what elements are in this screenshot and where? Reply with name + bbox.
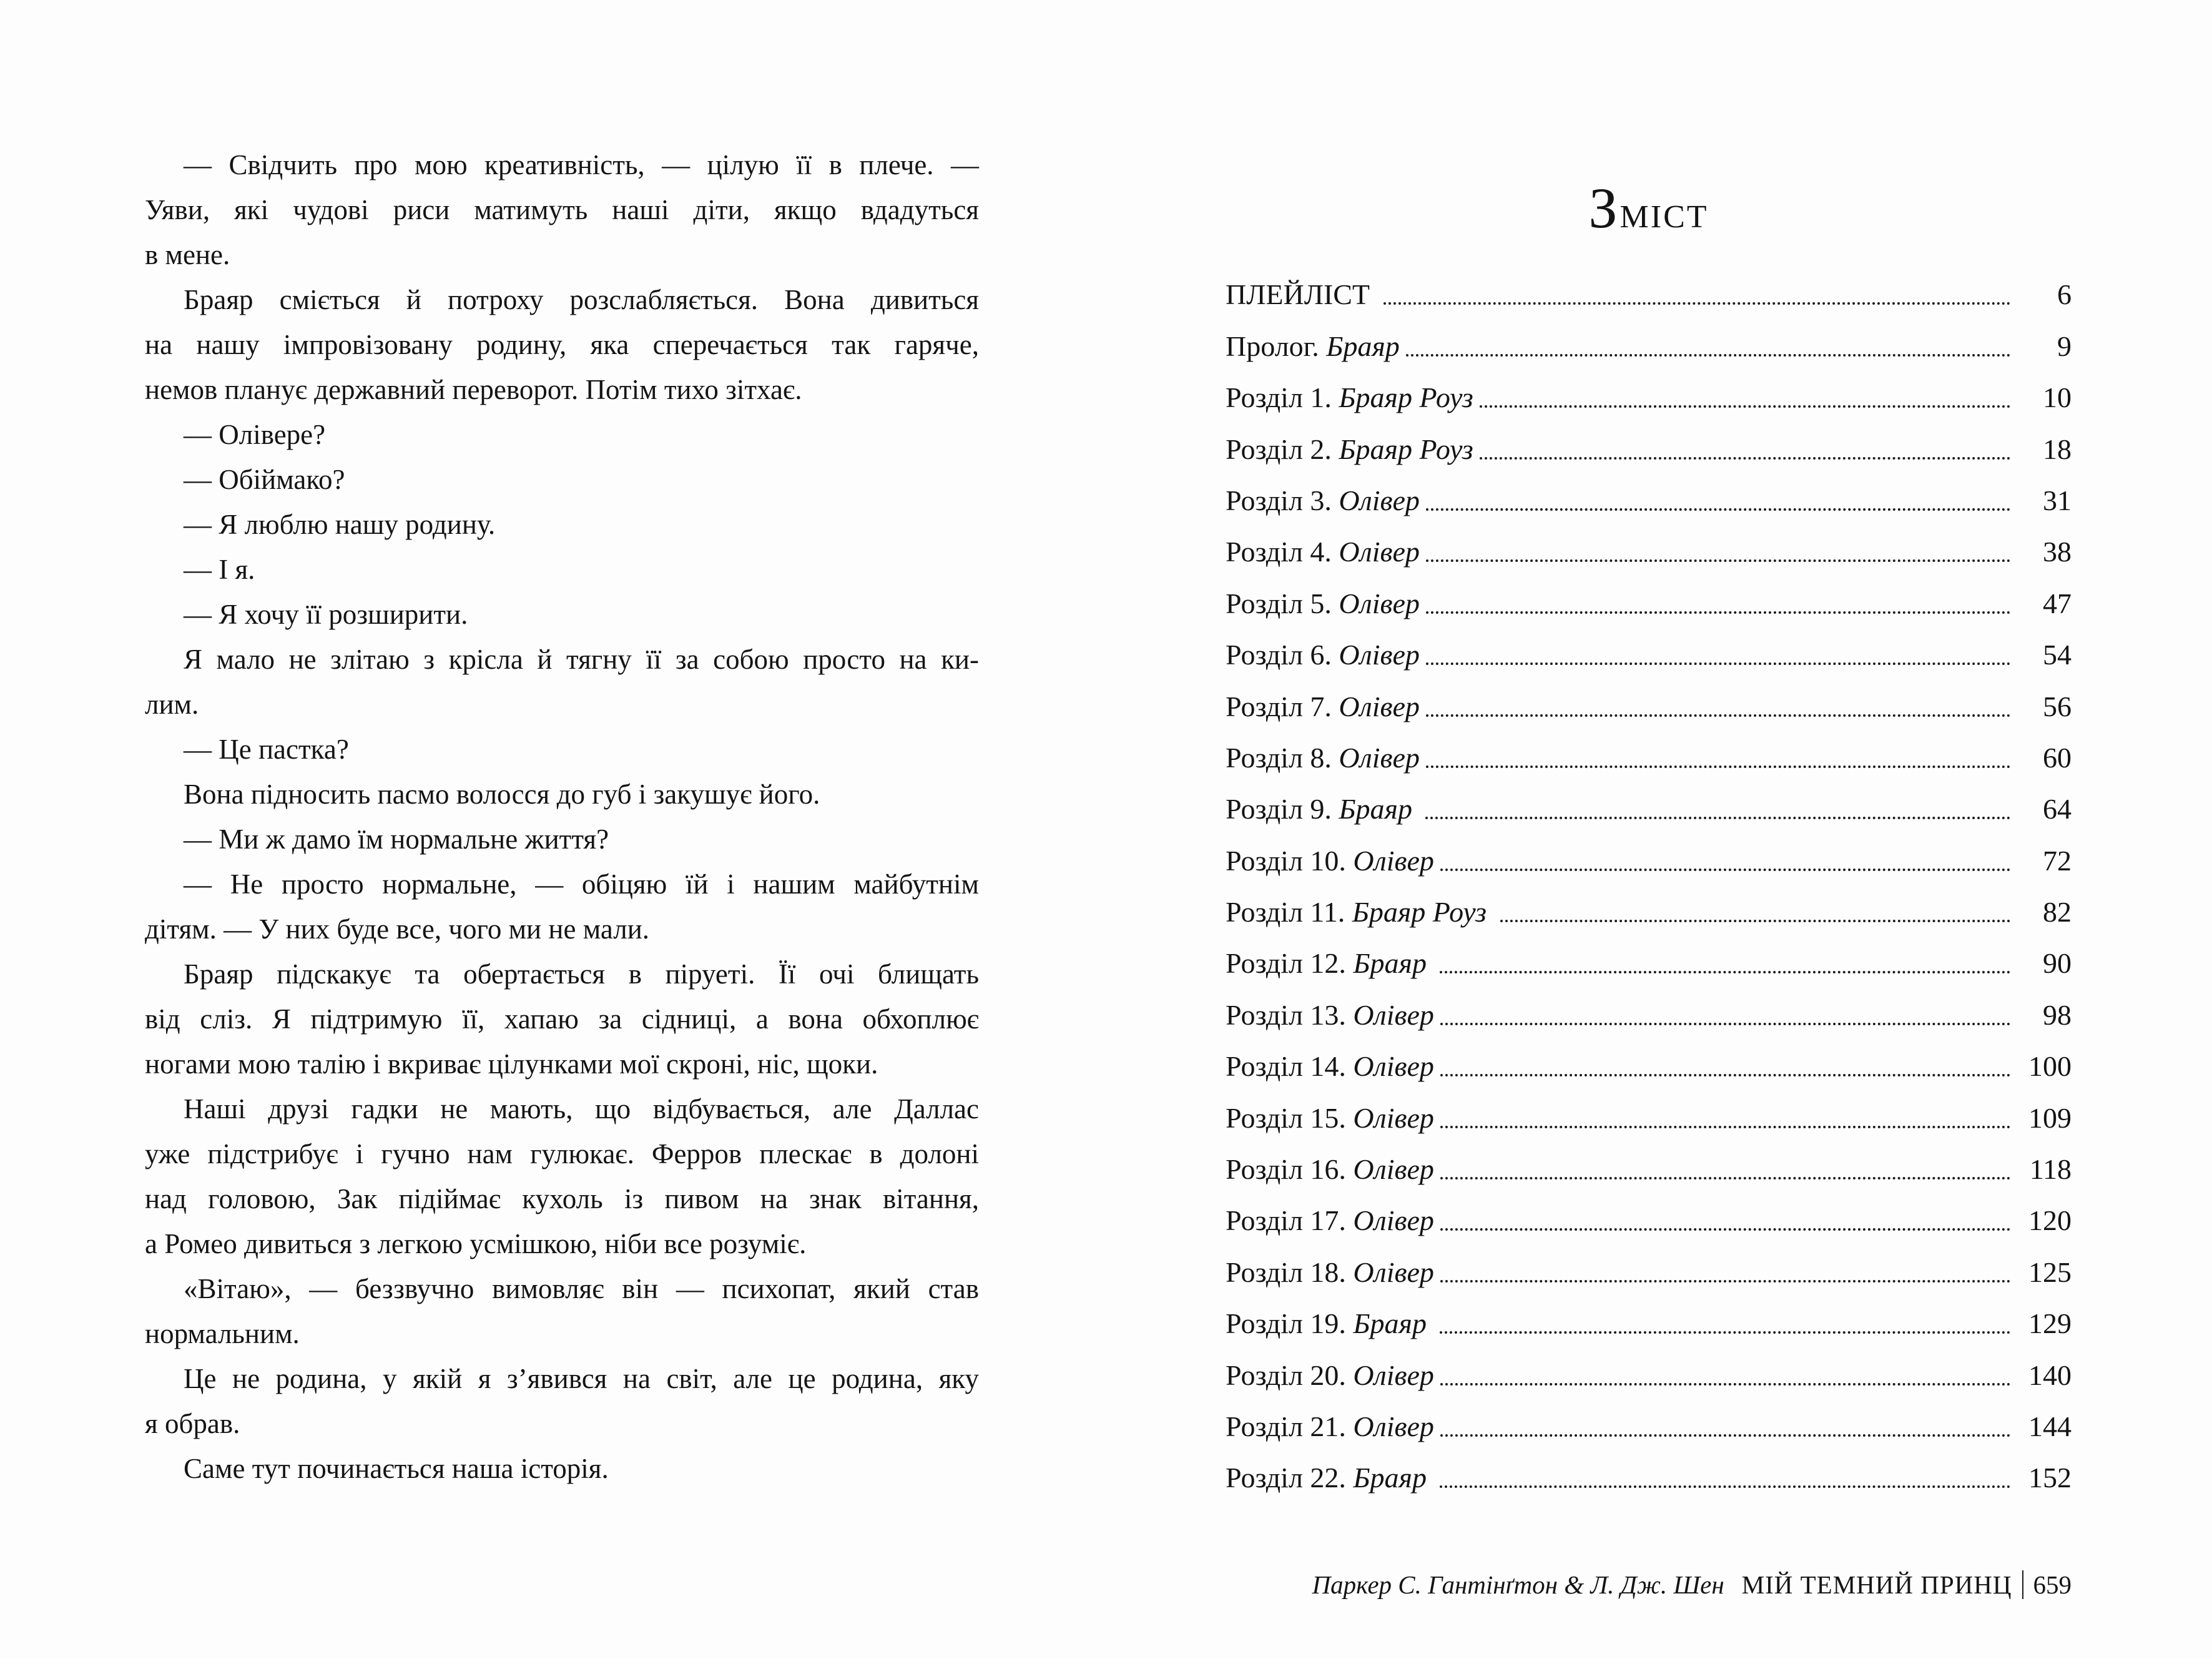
text-line: лим.	[145, 689, 199, 720]
text-line: Це не родина, у якій я з’явився на світ, але це родина, яку	[184, 1363, 979, 1394]
toc-entry-page-number: 64	[2043, 793, 2072, 825]
toc-entry	[1226, 1445, 2072, 1497]
toc-entry-chapter-name: Олівер	[1339, 741, 1420, 774]
text-line: Браяр підскакує та обертається в піруеті. Її очі блищать	[184, 958, 979, 990]
text-line: Вона підносить пасмо волосся до губ і закушує його.	[184, 779, 820, 810]
toc-entry	[1226, 674, 2072, 725]
footer-authors: Паркер С. Гантінґтон & Л. Дж. Шен	[1312, 1570, 1724, 1599]
left-page-text	[145, 142, 979, 1491]
text-line: Саме тут починається наша історія.	[184, 1453, 609, 1484]
toc-entry	[1226, 726, 2072, 777]
toc-dot-leader	[1440, 1485, 2010, 1488]
toc-dot-leader	[1425, 817, 2010, 819]
toc-entry-page-number: 47	[2043, 587, 2072, 619]
toc-entry-label: Розділ 12.	[1226, 947, 1354, 980]
toc-entry-label: Розділ 18.	[1226, 1256, 1354, 1288]
text-line: я обрав.	[145, 1408, 240, 1439]
toc-title: ЗМІСТ	[1588, 176, 1709, 240]
toc-entry-label: Розділ 9.	[1226, 793, 1339, 825]
toc-entry	[1226, 519, 2072, 571]
toc-entry-chapter-name: Олівер	[1339, 587, 1420, 619]
toc-dot-leader	[1440, 869, 2010, 871]
toc-entry-label: Розділ 3.	[1226, 484, 1339, 516]
toc-entry-label: Розділ 14.	[1226, 1050, 1354, 1083]
toc-dot-leader	[1440, 1023, 2010, 1025]
toc-entry-page-number: 18	[2043, 433, 2072, 465]
toc-dot-leader	[1384, 302, 2010, 305]
toc-entry-chapter-name: Олівер	[1339, 536, 1420, 568]
toc-entry-chapter-name: Олівер	[1353, 1153, 1434, 1186]
footer-divider-rule	[2022, 1570, 2023, 1599]
toc-entry-page-number: 125	[2028, 1256, 2072, 1288]
toc-entry-page-number: 129	[2028, 1307, 2072, 1340]
text-line: в мене.	[145, 239, 230, 270]
toc-entry	[1226, 1239, 2072, 1291]
toc-entry	[1226, 571, 2072, 622]
toc-entry-page-number: 120	[2028, 1204, 2072, 1237]
toc-entry-page-number: 6	[2057, 278, 2072, 311]
text-line: — Олівере?	[184, 419, 326, 450]
toc-dot-leader	[1406, 354, 2010, 357]
toc-entry-page-number: 152	[2028, 1462, 2072, 1494]
toc-entry-page-number: 10	[2043, 382, 2072, 414]
toc-dot-leader	[1426, 714, 2010, 717]
toc-entry-page-number: 118	[2029, 1153, 2072, 1186]
toc-entry-label: Розділ 1.	[1226, 382, 1339, 414]
text-line: Уяви, які чудові риси матимуть наші діти, якщо вдадуться	[145, 194, 979, 225]
toc-entry-chapter-name: Олівер	[1353, 1050, 1434, 1083]
toc-dot-leader	[1426, 559, 2010, 562]
toc-entry-label: Розділ 13.	[1226, 998, 1354, 1031]
toc-dot-leader	[1426, 662, 2010, 665]
toc-entry-page-number: 109	[2028, 1101, 2072, 1134]
text-line: — І я.	[184, 554, 255, 585]
toc-entry-label: Розділ 21.	[1226, 1410, 1354, 1442]
page-footer	[1312, 1568, 2072, 1601]
toc-entry-chapter-name: Олівер	[1339, 690, 1420, 722]
toc-entry-page-number: 140	[2028, 1359, 2072, 1391]
toc-dot-leader	[1500, 920, 2010, 922]
text-line: а Ромео дивиться з легкою усмішкою, ніби все розуміє.	[145, 1228, 807, 1259]
text-line: від сліз. Я підтримую її, хапаю за сідниці, а вона обхоплює	[145, 1003, 979, 1035]
toc-dot-leader	[1440, 1331, 2010, 1334]
toc-dot-leader	[1440, 1177, 2010, 1179]
toc-entry-label: Розділ 10.	[1226, 844, 1354, 877]
toc-entry	[1226, 828, 2072, 879]
toc-list	[1226, 262, 2072, 1497]
toc-entry	[1226, 313, 2072, 365]
toc-entry	[1226, 1085, 2072, 1136]
toc-entry-chapter-name: Олівер	[1353, 1359, 1434, 1391]
toc-dot-leader	[1480, 457, 2010, 460]
toc-entry	[1226, 1034, 2072, 1085]
toc-entry-chapter-name: Браяр	[1353, 1462, 1434, 1494]
toc-entry	[1226, 1291, 2072, 1342]
toc-entry	[1226, 416, 2072, 468]
toc-dot-leader	[1440, 1228, 2010, 1231]
toc-entry-page-number: 56	[2043, 690, 2072, 722]
text-line: — Не просто нормальне, — обіцяю їй і нашим майбутнім	[184, 869, 979, 900]
text-line: — Обіймако?	[184, 464, 345, 495]
toc-entry-page-number: 72	[2043, 844, 2072, 877]
toc-entry-label: Розділ 2.	[1226, 433, 1339, 465]
text-line: дітям. — У них буде все, чого ми не мали.	[145, 913, 650, 945]
toc-entry-label: Розділ 8.	[1226, 741, 1339, 774]
toc-entry-label: Пролог.	[1226, 330, 1327, 362]
text-line: немов планує державний переворот. Потім тихо зітхає.	[145, 374, 802, 405]
toc-entry-chapter-name: Браяр Роуз	[1352, 896, 1494, 928]
toc-entry	[1226, 468, 2072, 519]
toc-entry-chapter-name: Олівер	[1353, 1204, 1434, 1237]
toc-dot-leader	[1440, 1434, 2010, 1437]
toc-entry-page-number: 38	[2043, 536, 2072, 568]
toc-entry-chapter-name: Олівер	[1353, 1410, 1434, 1442]
toc-entry-chapter-name: Браяр Роуз	[1339, 382, 1473, 414]
toc-entry-chapter-name: Браяр Роуз	[1339, 433, 1473, 465]
toc-entry-page-number: 54	[2043, 639, 2072, 671]
toc-entry-page-number: 82	[2043, 896, 2072, 928]
toc-entry-chapter-name: Олівер	[1353, 998, 1434, 1031]
toc-dot-leader	[1440, 1074, 2010, 1076]
toc-entry-chapter-name: Браяр	[1326, 330, 1400, 362]
toc-dot-leader	[1426, 508, 2010, 511]
text-line: — Ми ж дамо їм нормальне життя?	[184, 824, 609, 855]
toc-dot-leader	[1440, 971, 2010, 973]
toc-entry	[1226, 1342, 2072, 1394]
toc-dot-leader	[1480, 405, 2010, 408]
text-line: «Вітаю», — беззвучно вимовляє він — психопат, який став	[184, 1273, 979, 1304]
toc-entry	[1226, 623, 2072, 674]
text-line: уже підстрибує і гучно нам гулюкає. Ферров плескає в долоні	[145, 1138, 979, 1169]
toc-dot-leader	[1426, 766, 2010, 768]
footer-page-number: 659	[2033, 1570, 2072, 1599]
toc-dot-leader	[1426, 611, 2010, 614]
toc-entry-chapter-name: Олівер	[1339, 639, 1420, 671]
toc-entry-label: Розділ 16.	[1226, 1153, 1354, 1186]
toc-entry-label: Розділ 11.	[1226, 896, 1352, 928]
text-line: Браяр сміється й потроху розслабляється. Вона дивиться	[184, 284, 979, 315]
toc-entry	[1226, 1394, 2072, 1445]
toc-entry-page-number: 144	[2028, 1410, 2072, 1442]
toc-entry	[1226, 880, 2072, 931]
text-line: — Свідчить про мою креативність, — цілую її в плече. —	[184, 149, 979, 180]
toc-entry-chapter-name: Олівер	[1353, 1101, 1434, 1134]
toc-entry	[1226, 1188, 2072, 1239]
toc-entry-label: Розділ 4.	[1226, 536, 1339, 568]
toc-entry-page-number: 98	[2043, 998, 2072, 1031]
toc-entry-label: Розділ 7.	[1226, 690, 1339, 722]
text-line: на нашу імпровізовану родину, яка сперечається так гаряче,	[145, 329, 979, 360]
toc-entry-label: Розділ 19.	[1226, 1307, 1354, 1340]
toc-entry-chapter-name: Олівер	[1353, 844, 1434, 877]
toc-entry	[1226, 777, 2072, 828]
toc-entry-label: Розділ 15.	[1226, 1101, 1354, 1134]
footer-book-title: МІЙ ТЕМНИЙ ПРИНЦ	[1741, 1570, 2012, 1599]
toc-entry-page-number: 90	[2043, 947, 2072, 980]
toc-entry-chapter-name: Олівер	[1339, 484, 1420, 516]
toc-entry-chapter-name: Браяр	[1353, 1307, 1434, 1340]
toc-entry-chapter-name: Олівер	[1353, 1256, 1434, 1288]
toc-entry-label: ПЛЕЙЛІСТ	[1226, 278, 1377, 311]
toc-entry-chapter-name: Браяр	[1339, 793, 1420, 825]
text-line: Я мало не злітаю з крісла й тягну її за собою просто на ки-	[184, 644, 979, 675]
text-line: Наші друзі гадки не мають, що відбувається, але Даллас	[184, 1093, 979, 1125]
toc-entry-page-number: 60	[2043, 741, 2072, 774]
toc-entry	[1226, 1137, 2072, 1188]
text-line: нормальним.	[145, 1318, 300, 1349]
toc-dot-leader	[1440, 1280, 2010, 1282]
text-line: — Я люблю нашу родину.	[184, 509, 496, 540]
toc-entry-page-number: 9	[2057, 330, 2072, 362]
toc-dot-leader	[1440, 1126, 2010, 1128]
toc-entry	[1226, 365, 2072, 416]
toc-dot-leader	[1440, 1383, 2010, 1386]
toc-entry	[1226, 982, 2072, 1033]
toc-entry	[1226, 262, 2072, 313]
toc-entry-label: Розділ 17.	[1226, 1204, 1354, 1237]
toc-entry-page-number: 31	[2043, 484, 2072, 516]
toc-entry-label: Розділ 6.	[1226, 639, 1339, 671]
toc-entry-page-number: 100	[2028, 1050, 2072, 1083]
toc-entry-label: Розділ 20.	[1226, 1359, 1354, 1391]
toc-entry-chapter-name: Браяр	[1353, 947, 1434, 980]
toc-entry-label: Розділ 22.	[1226, 1462, 1354, 1494]
text-line: — Це пастка?	[184, 734, 349, 765]
toc-entry	[1226, 931, 2072, 982]
toc-entry-label: Розділ 5.	[1226, 587, 1339, 619]
text-line: ногами мою талію і вкриває цілунками мої скроні, ніс, щоки.	[145, 1048, 878, 1080]
text-line: — Я хочу її розширити.	[184, 599, 468, 630]
text-line: над головою, Зак підіймає кухоль із пивом на знак вітання,	[145, 1183, 979, 1214]
